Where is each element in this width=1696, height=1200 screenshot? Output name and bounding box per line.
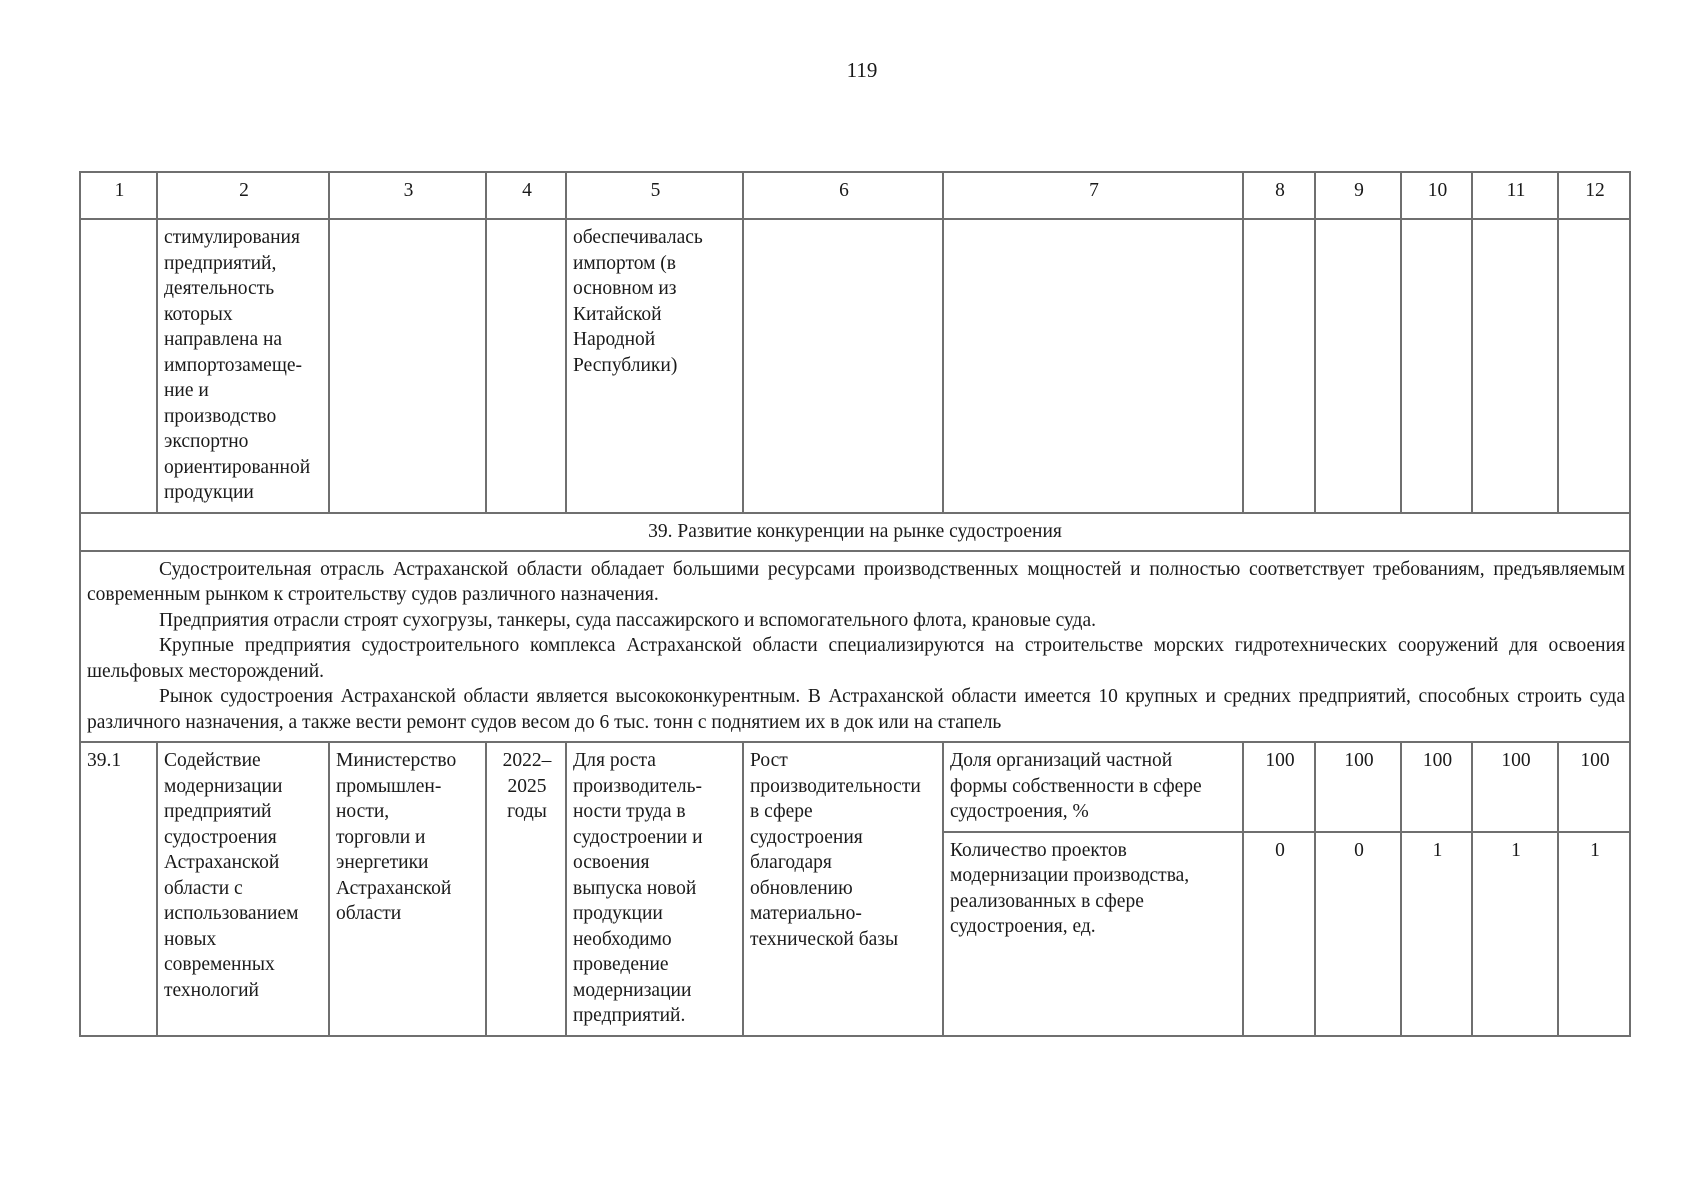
measures-table [79, 171, 1631, 1037]
measure-name: Содействие модернизации предприятий судостроения Астраханской области с использованием новых современных технологий [157, 742, 329, 1036]
cont-cell-7 [943, 219, 1243, 513]
intro-paragraph: Предприятия отрасли строят сухогрузы, танкеры, суда пассажирского и вспомогательного флота, крановые суда. [159, 609, 1096, 631]
page-number: 119 [846, 58, 878, 82]
cont-problem-text: обеспечивалась импортом (в основном из Китайской Народной Республики) [566, 219, 743, 513]
measure-result: Рост производительности в сфере судостроения благодаря обновлению материально- технической базы [743, 742, 943, 1036]
indicator-name: Доля организаций частной формы собственности в сфере судостроения, % [943, 742, 1243, 832]
col-header-1: 1 [80, 172, 157, 219]
col-header-10: 10 [1401, 172, 1472, 219]
cont-cell-3 [329, 219, 486, 513]
measure-period: 2022– 2025 годы [486, 742, 566, 1036]
cont-cell-11 [1472, 219, 1558, 513]
indicator-value: 1 [1401, 832, 1472, 1036]
intro-paragraph: Судостроительная отрасль Астраханской области обладает большими ресурсами производственных мощностей и полностью соответствует требованиям, предъявляемым современным рынком к строительству судов различного назначения. [87, 558, 1625, 605]
indicator-name: Количество проектов модернизации производства, реализованных в сфере судостроения, ед. [943, 832, 1243, 1036]
cont-cell-9 [1315, 219, 1401, 513]
cont-cell-10 [1401, 219, 1472, 513]
cont-cell-12 [1558, 219, 1630, 513]
indicator-value: 1 [1472, 832, 1558, 1036]
section-title: 39. Развитие конкуренции на рынке судостроения [80, 513, 1630, 551]
col-header-12: 12 [1558, 172, 1630, 219]
col-header-8: 8 [1243, 172, 1315, 219]
col-header-9: 9 [1315, 172, 1401, 219]
indicator-value: 100 [1315, 742, 1401, 832]
col-header-7: 7 [943, 172, 1243, 219]
col-header-6: 6 [743, 172, 943, 219]
indicator-value: 0 [1243, 832, 1315, 1036]
indicator-value: 100 [1472, 742, 1558, 832]
indicator-value: 0 [1315, 832, 1401, 1036]
col-header-3: 3 [329, 172, 486, 219]
section-intro [80, 551, 1630, 743]
cont-cell-4 [486, 219, 566, 513]
measure-row-39-1 [80, 742, 1630, 832]
intro-paragraph: Рынок судостроения Астраханской области является высококонкурентным. В Астраханской области имеется 10 крупных и средних предприятий, способных строить суда различного назначения, а также вести ремонт судов весом до 6 тыс. тонн с поднятием их в док или на стапель [87, 686, 1625, 733]
column-number-row [80, 172, 1630, 219]
section-title-row [80, 513, 1630, 551]
cont-measure-text: стимулирования предприятий, деятельность которых направлена на импортозамеще- ние и производство экспортно ориентированной продукции [157, 219, 329, 513]
cont-cell-6 [743, 219, 943, 513]
continuation-row [80, 219, 1630, 513]
col-header-5: 5 [566, 172, 743, 219]
indicator-value: 1 [1558, 832, 1630, 1036]
col-header-4: 4 [486, 172, 566, 219]
intro-paragraph: Крупные предприятия судостроительного комплекса Астраханской области специализируются на строительстве морских гидротехнических сооружений для освоения шельфовых месторождений. [87, 635, 1625, 682]
col-header-11: 11 [1472, 172, 1558, 219]
indicator-value: 100 [1401, 742, 1472, 832]
indicator-value: 100 [1243, 742, 1315, 832]
indicator-value: 100 [1558, 742, 1630, 832]
col-header-2: 2 [157, 172, 329, 219]
cont-cell-1 [80, 219, 157, 513]
measure-executor: Министерство промышлен- ности, торговли и энергетики Астраханской области [329, 742, 486, 1036]
measure-problem: Для роста производитель- ности труда в судостроении и освоения выпуска новой продукции необходимо проведение модернизации предприятий. [566, 742, 743, 1036]
measure-number: 39.1 [80, 742, 157, 1036]
section-intro-row [80, 551, 1630, 743]
cont-cell-8 [1243, 219, 1315, 513]
